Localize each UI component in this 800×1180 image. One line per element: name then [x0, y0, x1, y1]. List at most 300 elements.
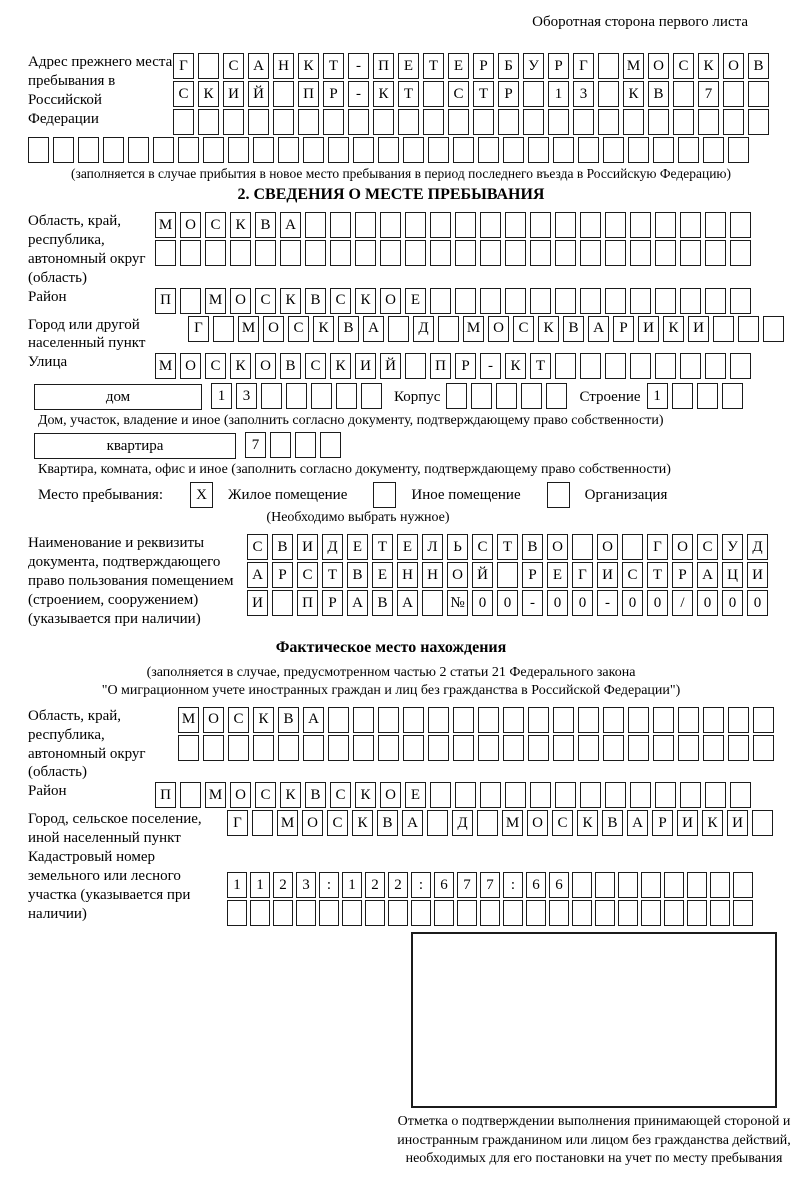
- char-cell[interactable]: [753, 735, 774, 761]
- char-cell[interactable]: 1: [211, 383, 232, 409]
- char-cell[interactable]: Й: [380, 353, 401, 379]
- char-cell[interactable]: [523, 81, 544, 107]
- char-cell[interactable]: К: [330, 353, 351, 379]
- char-cell[interactable]: Г: [173, 53, 194, 79]
- char-cell[interactable]: В: [278, 707, 299, 733]
- char-cell[interactable]: [477, 810, 498, 836]
- char-cell[interactable]: У: [523, 53, 544, 79]
- char-cell[interactable]: [388, 316, 409, 342]
- char-cell[interactable]: С: [448, 81, 469, 107]
- char-cell[interactable]: К: [253, 707, 274, 733]
- char-cell[interactable]: [572, 872, 592, 898]
- char-cell[interactable]: [198, 53, 219, 79]
- char-cell[interactable]: [530, 240, 551, 266]
- char-cell[interactable]: [180, 782, 201, 808]
- char-cell[interactable]: [319, 900, 339, 926]
- char-cell[interactable]: Р: [272, 562, 293, 588]
- char-cell[interactable]: М: [623, 53, 644, 79]
- char-cell[interactable]: [555, 240, 576, 266]
- char-cell[interactable]: [503, 707, 524, 733]
- char-cell[interactable]: [378, 137, 399, 163]
- char-cell[interactable]: [555, 353, 576, 379]
- char-cell[interactable]: В: [255, 212, 276, 238]
- char-cell[interactable]: К: [280, 782, 301, 808]
- char-cell[interactable]: Р: [548, 53, 569, 79]
- char-cell[interactable]: Г: [573, 53, 594, 79]
- char-cell[interactable]: [655, 212, 676, 238]
- char-cell[interactable]: 0: [472, 590, 493, 616]
- char-cell[interactable]: И: [247, 590, 268, 616]
- char-cell[interactable]: [480, 782, 501, 808]
- char-cell[interactable]: [178, 735, 199, 761]
- char-cell[interactable]: М: [463, 316, 484, 342]
- char-cell[interactable]: 1: [227, 872, 247, 898]
- char-cell[interactable]: [752, 810, 773, 836]
- char-cell[interactable]: [330, 212, 351, 238]
- char-cell[interactable]: [678, 735, 699, 761]
- char-cell[interactable]: [457, 900, 477, 926]
- char-cell[interactable]: О: [488, 316, 509, 342]
- char-cell[interactable]: 3: [236, 383, 257, 409]
- char-cell[interactable]: [428, 137, 449, 163]
- char-cell[interactable]: [496, 383, 517, 409]
- char-cell[interactable]: [705, 240, 726, 266]
- char-cell[interactable]: [298, 109, 319, 135]
- char-cell[interactable]: [605, 353, 626, 379]
- char-cell[interactable]: [697, 383, 718, 409]
- char-cell[interactable]: [503, 735, 524, 761]
- char-cell[interactable]: Е: [405, 288, 426, 314]
- char-cell[interactable]: 7: [698, 81, 719, 107]
- char-cell[interactable]: [473, 109, 494, 135]
- char-cell[interactable]: [578, 707, 599, 733]
- char-cell[interactable]: [348, 109, 369, 135]
- char-cell[interactable]: Р: [473, 53, 494, 79]
- char-cell[interactable]: В: [347, 562, 368, 588]
- char-cell[interactable]: [628, 707, 649, 733]
- char-cell[interactable]: [730, 353, 751, 379]
- char-cell[interactable]: [434, 900, 454, 926]
- char-cell[interactable]: [503, 900, 523, 926]
- char-cell[interactable]: [680, 240, 701, 266]
- char-cell[interactable]: [403, 707, 424, 733]
- char-cell[interactable]: [623, 109, 644, 135]
- char-cell[interactable]: [641, 872, 661, 898]
- char-cell[interactable]: А: [303, 707, 324, 733]
- char-cell[interactable]: С: [255, 782, 276, 808]
- char-cell[interactable]: У: [722, 534, 743, 560]
- char-cell[interactable]: Т: [323, 53, 344, 79]
- char-cell[interactable]: И: [297, 534, 318, 560]
- char-cell[interactable]: [398, 109, 419, 135]
- char-cell[interactable]: [252, 810, 273, 836]
- char-cell[interactable]: Е: [372, 562, 393, 588]
- char-cell[interactable]: Р: [498, 81, 519, 107]
- char-cell[interactable]: [603, 707, 624, 733]
- char-cell[interactable]: [478, 735, 499, 761]
- char-cell[interactable]: [405, 212, 426, 238]
- char-cell[interactable]: Е: [398, 53, 419, 79]
- char-cell[interactable]: [605, 288, 626, 314]
- char-cell[interactable]: [553, 735, 574, 761]
- char-cell[interactable]: [664, 900, 684, 926]
- char-cell[interactable]: [446, 383, 467, 409]
- char-cell[interactable]: О: [447, 562, 468, 588]
- char-cell[interactable]: [353, 707, 374, 733]
- char-cell[interactable]: Д: [413, 316, 434, 342]
- char-cell[interactable]: Т: [423, 53, 444, 79]
- char-cell[interactable]: [380, 212, 401, 238]
- char-cell[interactable]: О: [648, 53, 669, 79]
- char-cell[interactable]: [497, 562, 518, 588]
- char-cell[interactable]: О: [230, 288, 251, 314]
- char-cell[interactable]: 1: [548, 81, 569, 107]
- char-cell[interactable]: И: [355, 353, 376, 379]
- char-cell[interactable]: [353, 137, 374, 163]
- char-cell[interactable]: А: [363, 316, 384, 342]
- char-cell[interactable]: Д: [322, 534, 343, 560]
- char-cell[interactable]: [430, 288, 451, 314]
- char-cell[interactable]: [526, 900, 546, 926]
- char-cell[interactable]: [453, 707, 474, 733]
- char-cell[interactable]: С: [327, 810, 348, 836]
- residential-checkbox[interactable]: X: [190, 482, 213, 508]
- char-cell[interactable]: [680, 288, 701, 314]
- char-cell[interactable]: К: [577, 810, 598, 836]
- char-cell[interactable]: [303, 137, 324, 163]
- char-cell[interactable]: [703, 137, 724, 163]
- char-cell[interactable]: Е: [547, 562, 568, 588]
- char-cell[interactable]: А: [627, 810, 648, 836]
- char-cell[interactable]: [455, 240, 476, 266]
- char-cell[interactable]: [455, 782, 476, 808]
- char-cell[interactable]: [572, 900, 592, 926]
- char-cell[interactable]: [653, 137, 674, 163]
- char-cell[interactable]: №: [447, 590, 468, 616]
- char-cell[interactable]: К: [280, 288, 301, 314]
- char-cell[interactable]: [595, 872, 615, 898]
- char-cell[interactable]: 7: [245, 432, 266, 458]
- char-cell[interactable]: А: [247, 562, 268, 588]
- char-cell[interactable]: -: [348, 53, 369, 79]
- char-cell[interactable]: В: [522, 534, 543, 560]
- char-cell[interactable]: [478, 707, 499, 733]
- char-cell[interactable]: [553, 137, 574, 163]
- char-cell[interactable]: [213, 316, 234, 342]
- char-cell[interactable]: Р: [322, 590, 343, 616]
- char-cell[interactable]: Н: [273, 53, 294, 79]
- char-cell[interactable]: [698, 109, 719, 135]
- char-cell[interactable]: [423, 109, 444, 135]
- char-cell[interactable]: [328, 735, 349, 761]
- char-cell[interactable]: С: [622, 562, 643, 588]
- char-cell[interactable]: [555, 212, 576, 238]
- char-cell[interactable]: [730, 288, 751, 314]
- char-cell[interactable]: [710, 872, 730, 898]
- char-cell[interactable]: [248, 109, 269, 135]
- char-cell[interactable]: [730, 782, 751, 808]
- char-cell[interactable]: 0: [647, 590, 668, 616]
- char-cell[interactable]: [673, 81, 694, 107]
- char-cell[interactable]: [655, 353, 676, 379]
- char-cell[interactable]: П: [298, 81, 319, 107]
- char-cell[interactable]: [622, 534, 643, 560]
- char-cell[interactable]: С: [205, 212, 226, 238]
- char-cell[interactable]: [505, 240, 526, 266]
- char-cell[interactable]: С: [472, 534, 493, 560]
- char-cell[interactable]: 0: [497, 590, 518, 616]
- char-cell[interactable]: О: [180, 212, 201, 238]
- char-cell[interactable]: Т: [398, 81, 419, 107]
- char-cell[interactable]: [655, 240, 676, 266]
- char-cell[interactable]: С: [697, 534, 718, 560]
- char-cell[interactable]: [273, 81, 294, 107]
- char-cell[interactable]: В: [305, 288, 326, 314]
- char-cell[interactable]: 0: [547, 590, 568, 616]
- char-cell[interactable]: Р: [323, 81, 344, 107]
- char-cell[interactable]: О: [255, 353, 276, 379]
- char-cell[interactable]: Ц: [722, 562, 743, 588]
- char-cell[interactable]: [278, 735, 299, 761]
- char-cell[interactable]: Т: [372, 534, 393, 560]
- char-cell[interactable]: [653, 735, 674, 761]
- char-cell[interactable]: [295, 432, 316, 458]
- char-cell[interactable]: [528, 735, 549, 761]
- char-cell[interactable]: 3: [296, 872, 316, 898]
- char-cell[interactable]: [320, 432, 341, 458]
- char-cell[interactable]: [553, 707, 574, 733]
- char-cell[interactable]: С: [297, 562, 318, 588]
- char-cell[interactable]: К: [230, 212, 251, 238]
- char-cell[interactable]: [380, 240, 401, 266]
- char-cell[interactable]: М: [155, 212, 176, 238]
- char-cell[interactable]: [673, 109, 694, 135]
- char-cell[interactable]: Г: [647, 534, 668, 560]
- char-cell[interactable]: [521, 383, 542, 409]
- char-cell[interactable]: П: [297, 590, 318, 616]
- char-cell[interactable]: Т: [473, 81, 494, 107]
- char-cell[interactable]: [480, 900, 500, 926]
- char-cell[interactable]: 0: [747, 590, 768, 616]
- char-cell[interactable]: К: [663, 316, 684, 342]
- char-cell[interactable]: 2: [273, 872, 293, 898]
- char-cell[interactable]: [323, 109, 344, 135]
- char-cell[interactable]: [278, 137, 299, 163]
- char-cell[interactable]: [572, 534, 593, 560]
- char-cell[interactable]: [733, 872, 753, 898]
- char-cell[interactable]: [103, 137, 124, 163]
- char-cell[interactable]: [361, 383, 382, 409]
- char-cell[interactable]: [605, 212, 626, 238]
- char-cell[interactable]: И: [747, 562, 768, 588]
- char-cell[interactable]: [738, 316, 759, 342]
- char-cell[interactable]: [630, 782, 651, 808]
- char-cell[interactable]: Ь: [447, 534, 468, 560]
- char-cell[interactable]: [548, 109, 569, 135]
- char-cell[interactable]: [296, 900, 316, 926]
- char-cell[interactable]: [455, 212, 476, 238]
- char-cell[interactable]: [598, 81, 619, 107]
- char-cell[interactable]: С: [288, 316, 309, 342]
- char-cell[interactable]: [505, 782, 526, 808]
- char-cell[interactable]: И: [727, 810, 748, 836]
- char-cell[interactable]: [373, 109, 394, 135]
- char-cell[interactable]: С: [552, 810, 573, 836]
- char-cell[interactable]: 6: [526, 872, 546, 898]
- char-cell[interactable]: [180, 240, 201, 266]
- char-cell[interactable]: [173, 109, 194, 135]
- char-cell[interactable]: [430, 782, 451, 808]
- char-cell[interactable]: Р: [672, 562, 693, 588]
- char-cell[interactable]: [388, 900, 408, 926]
- char-cell[interactable]: Р: [522, 562, 543, 588]
- char-cell[interactable]: [655, 782, 676, 808]
- char-cell[interactable]: [336, 383, 357, 409]
- char-cell[interactable]: [678, 137, 699, 163]
- char-cell[interactable]: [528, 137, 549, 163]
- char-cell[interactable]: Р: [455, 353, 476, 379]
- char-cell[interactable]: [427, 810, 448, 836]
- char-cell[interactable]: 2: [388, 872, 408, 898]
- char-cell[interactable]: К: [313, 316, 334, 342]
- char-cell[interactable]: [680, 782, 701, 808]
- char-cell[interactable]: [723, 81, 744, 107]
- char-cell[interactable]: К: [505, 353, 526, 379]
- char-cell[interactable]: Л: [422, 534, 443, 560]
- char-cell[interactable]: [630, 212, 651, 238]
- char-cell[interactable]: [471, 383, 492, 409]
- char-cell[interactable]: [530, 288, 551, 314]
- char-cell[interactable]: К: [355, 782, 376, 808]
- char-cell[interactable]: К: [698, 53, 719, 79]
- apartment-type-box[interactable]: квартира: [34, 433, 236, 459]
- char-cell[interactable]: [403, 137, 424, 163]
- char-cell[interactable]: М: [205, 782, 226, 808]
- char-cell[interactable]: [403, 735, 424, 761]
- char-cell[interactable]: [228, 735, 249, 761]
- char-cell[interactable]: -: [348, 81, 369, 107]
- char-cell[interactable]: К: [623, 81, 644, 107]
- char-cell[interactable]: [223, 109, 244, 135]
- char-cell[interactable]: [453, 735, 474, 761]
- char-cell[interactable]: [230, 240, 251, 266]
- char-cell[interactable]: [365, 900, 385, 926]
- char-cell[interactable]: [680, 212, 701, 238]
- char-cell[interactable]: [748, 109, 769, 135]
- char-cell[interactable]: [430, 212, 451, 238]
- char-cell[interactable]: [228, 137, 249, 163]
- char-cell[interactable]: В: [602, 810, 623, 836]
- char-cell[interactable]: [653, 707, 674, 733]
- char-cell[interactable]: [342, 900, 362, 926]
- char-cell[interactable]: М: [502, 810, 523, 836]
- char-cell[interactable]: [598, 53, 619, 79]
- char-cell[interactable]: [680, 353, 701, 379]
- char-cell[interactable]: И: [677, 810, 698, 836]
- char-cell[interactable]: 7: [480, 872, 500, 898]
- char-cell[interactable]: Г: [188, 316, 209, 342]
- char-cell[interactable]: [655, 288, 676, 314]
- char-cell[interactable]: О: [380, 782, 401, 808]
- char-cell[interactable]: [530, 212, 551, 238]
- char-cell[interactable]: И: [638, 316, 659, 342]
- char-cell[interactable]: 0: [722, 590, 743, 616]
- char-cell[interactable]: М: [178, 707, 199, 733]
- char-cell[interactable]: [253, 735, 274, 761]
- char-cell[interactable]: [328, 137, 349, 163]
- char-cell[interactable]: Й: [248, 81, 269, 107]
- char-cell[interactable]: [710, 900, 730, 926]
- char-cell[interactable]: 6: [549, 872, 569, 898]
- char-cell[interactable]: [273, 900, 293, 926]
- char-cell[interactable]: [53, 137, 74, 163]
- char-cell[interactable]: [378, 735, 399, 761]
- char-cell[interactable]: Т: [530, 353, 551, 379]
- char-cell[interactable]: [480, 212, 501, 238]
- char-cell[interactable]: С: [255, 288, 276, 314]
- char-cell[interactable]: В: [338, 316, 359, 342]
- char-cell[interactable]: :: [319, 872, 339, 898]
- char-cell[interactable]: [618, 900, 638, 926]
- char-cell[interactable]: [753, 707, 774, 733]
- char-cell[interactable]: [272, 590, 293, 616]
- char-cell[interactable]: [428, 707, 449, 733]
- char-cell[interactable]: Т: [647, 562, 668, 588]
- char-cell[interactable]: [730, 240, 751, 266]
- char-cell[interactable]: [573, 109, 594, 135]
- char-cell[interactable]: [453, 137, 474, 163]
- char-cell[interactable]: В: [372, 590, 393, 616]
- char-cell[interactable]: [355, 212, 376, 238]
- char-cell[interactable]: [555, 782, 576, 808]
- char-cell[interactable]: 3: [573, 81, 594, 107]
- char-cell[interactable]: К: [298, 53, 319, 79]
- char-cell[interactable]: [411, 900, 431, 926]
- char-cell[interactable]: [546, 383, 567, 409]
- char-cell[interactable]: [178, 137, 199, 163]
- char-cell[interactable]: [128, 137, 149, 163]
- char-cell[interactable]: 0: [697, 590, 718, 616]
- char-cell[interactable]: [423, 81, 444, 107]
- char-cell[interactable]: /: [672, 590, 693, 616]
- char-cell[interactable]: [303, 735, 324, 761]
- char-cell[interactable]: [664, 872, 684, 898]
- char-cell[interactable]: С: [330, 288, 351, 314]
- char-cell[interactable]: В: [280, 353, 301, 379]
- char-cell[interactable]: [155, 240, 176, 266]
- char-cell[interactable]: [153, 137, 174, 163]
- char-cell[interactable]: Г: [572, 562, 593, 588]
- char-cell[interactable]: М: [155, 353, 176, 379]
- char-cell[interactable]: Р: [613, 316, 634, 342]
- char-cell[interactable]: Й: [472, 562, 493, 588]
- char-cell[interactable]: Р: [652, 810, 673, 836]
- char-cell[interactable]: [203, 735, 224, 761]
- char-cell[interactable]: С: [247, 534, 268, 560]
- char-cell[interactable]: С: [330, 782, 351, 808]
- char-cell[interactable]: [203, 137, 224, 163]
- char-cell[interactable]: Е: [397, 534, 418, 560]
- char-cell[interactable]: О: [380, 288, 401, 314]
- char-cell[interactable]: [605, 782, 626, 808]
- char-cell[interactable]: [713, 316, 734, 342]
- char-cell[interactable]: [603, 735, 624, 761]
- char-cell[interactable]: М: [205, 288, 226, 314]
- char-cell[interactable]: [523, 109, 544, 135]
- char-cell[interactable]: В: [563, 316, 584, 342]
- char-cell[interactable]: [355, 240, 376, 266]
- char-cell[interactable]: -: [480, 353, 501, 379]
